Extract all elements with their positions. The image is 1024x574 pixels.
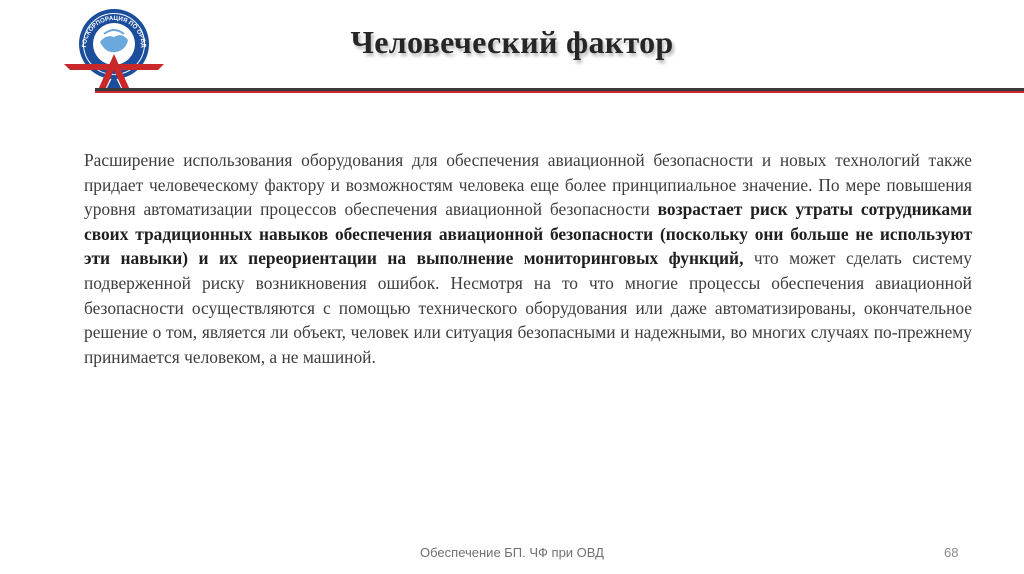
body-text-intro: Расширение использования оборудования для обеспечения авиационной безопасности и новых технологий также придает человеческому фактору и возможностям человека еще более принципиальное значение. По мере повышения уровня автоматизации процессов обеспечения авиационной безопасности [84,150,972,220]
body-text-conclusion: что может сделать систему подверженной риску возникновения ошибок. Несмотря на то что многие процессы обеспечения авиационной безопасности осуществляются с помощью технического оборудования или даже автоматизированы, окончательное решение о том, является ли объект, человек или ситуация безопасными и надежными, во многих случаях по-прежнему принимается человеком, а не машиной. [84,248,972,367]
header-divider-accent [95,91,1024,93]
body-text-emphasis: возрастает риск утраты сотрудниками своих традиционных навыков обеспечения авиационной безопасности (поскольку они больше не используют эти навыки) и их переориентации на выполнение мониторинговых функций, [84,199,972,269]
slide-title: Человеческий фактор [350,24,674,60]
svg-text:ГОСКОРПОРАЦИЯ ПО ОРВД: ГОСКОРПОРАЦИЯ ПО ОРВД [80,14,148,48]
footer-caption: Обеспечение БП. ЧФ при ОВД [420,545,604,560]
body-paragraph [84,148,972,369]
page-number: 68 [944,545,959,560]
